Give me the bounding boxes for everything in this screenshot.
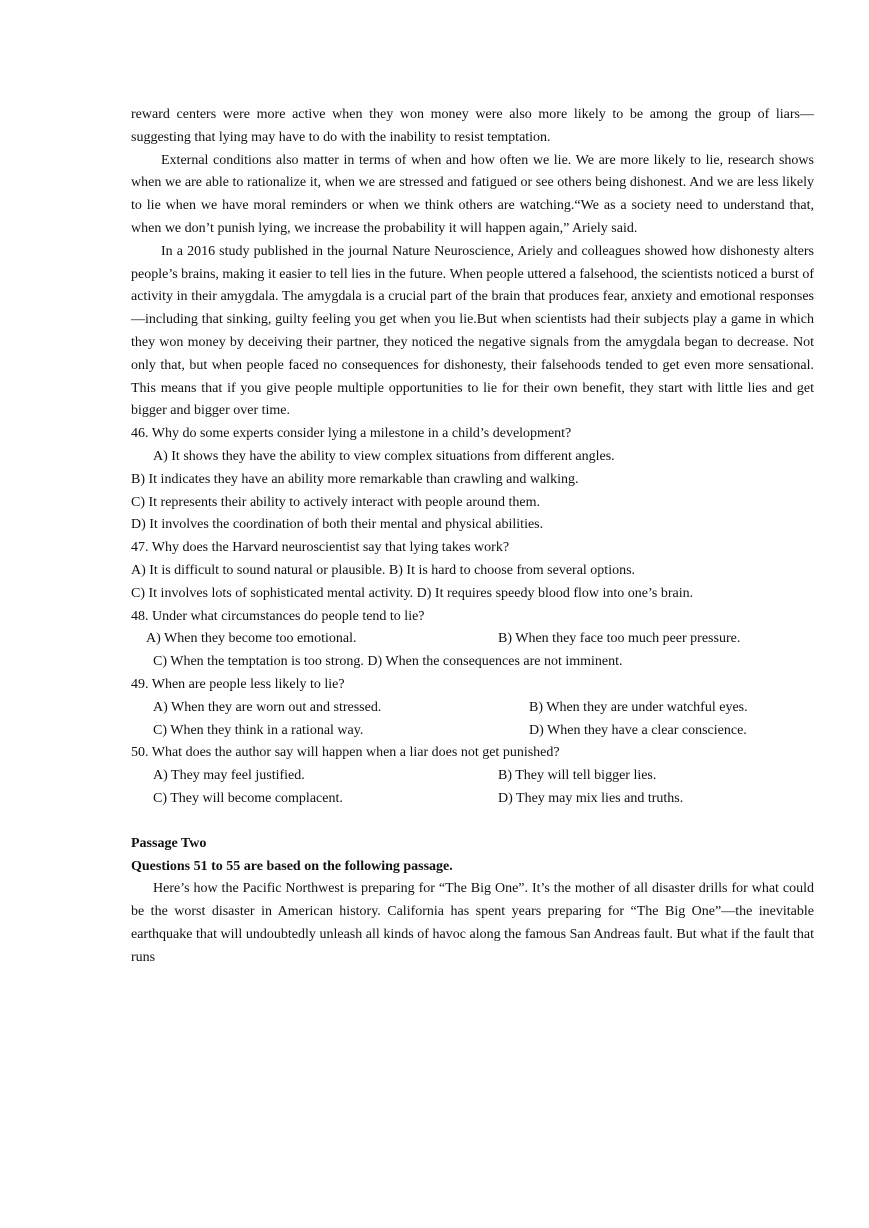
question-46-option-d: D) It involves the coordination of both their mental and physical abilities. [131, 517, 544, 533]
passage-two-heading: Passage Two [131, 835, 207, 851]
question-50-option-d: D) They may mix lies and truths. [498, 790, 684, 806]
question-46-stem: 46. Why do some experts consider lying a milestone in a child’s development? [131, 426, 572, 442]
passage-one-paragraph-2: External conditions also matter in terms of when and how often we lie. We are more likely to lie, research shows when we are able to rationalize it, when we are stressed and fatigued or see others being dishonest. And we are less likely to lie when we have moral reminders or when we think others are watching.“We as a society need to understand that, when we don’t punish lying, we increase the probability it will happen again,” Ariely said. [131, 152, 814, 236]
question-47-options-cd: C) It involves lots of sophisticated mental activity. D) It requires speedy blood flow into one’s brain. [131, 585, 694, 601]
question-49-option-d: D) When they have a clear conscience. [529, 722, 747, 738]
passage-two-instruction: Questions 51 to 55 are based on the following passage. [131, 858, 453, 874]
question-50-option-c: C) They will become complacent. [153, 790, 343, 806]
question-47-stem: 47. Why does the Harvard neuroscientist say that lying takes work? [131, 540, 510, 556]
question-47-options-ab: A) It is difficult to sound natural or plausible. B) It is hard to choose from several options. [131, 562, 636, 578]
question-49-option-b: B) When they are under watchful eyes. [529, 699, 748, 715]
question-50-options-ab-row [131, 765, 814, 788]
passage-one-paragraph-3: In a 2016 study published in the journal Nature Neuroscience, Ariely and colleagues showed how dishonesty alters people’s brains, making it easier to tell lies in the future. When people uttered a falsehood, the scientists noticed a burst of activity in their amygdala. The amygdala is a crucial part of the brain that produces fear, anxiety and emotional responses—including that sinking, guilty feeling you get when you lie.But when scientists had their subjects play a game in which they won money by deceiving their partner, they noticed the negative signals from the amygdala began to decrease. Not only that, but when people faced no consequences for dishonesty, their falsehoods tended to get even more sensational. This means that if you give people multiple opportunities to lie for their own benefit, they start with little lies and get bigger and bigger over time. [131, 243, 814, 419]
question-50-option-a: A) They may feel justified. [153, 768, 305, 784]
question-49-option-a: A) When they are worn out and stressed. [153, 699, 382, 715]
question-49-options-cd-row [131, 720, 814, 743]
document-page [131, 104, 814, 969]
question-50-stem: 50. What does the author say will happen when a liar does not get punished? [131, 745, 560, 761]
question-46-option-c: C) It represents their ability to actively interact with people around them. [131, 494, 540, 510]
question-48-option-b: B) When they face too much peer pressure. [498, 631, 741, 647]
question-49-stem: 49. When are people less likely to lie? [131, 676, 345, 692]
passage-one-paragraph-1: reward centers were more active when they won money were also more likely to be among the group of liars—suggesting that lying may have to do with the inability to resist temptation. [131, 107, 814, 145]
question-48-stem: 48. Under what circumstances do people tend to lie? [131, 608, 425, 624]
section-spacer [131, 811, 814, 833]
question-49-option-c: C) When they think in a rational way. [153, 722, 364, 738]
question-46-option-b: B) It indicates they have an ability more remarkable than crawling and walking. [131, 471, 579, 487]
question-50-option-b: B) They will tell bigger lies. [498, 768, 657, 784]
question-48-options-ab-row [131, 628, 814, 651]
question-46-option-a: A) It shows they have the ability to view complex situations from different angles. [153, 448, 615, 464]
passage-two-paragraph-1: Here’s how the Pacific Northwest is preparing for “The Big One”. It’s the mother of all disaster drills for what could be the worst disaster in American history. California has spent years preparing for “The Big One”—the inevitable earthquake that will undoubtedly unleash all kinds of havoc along the famous San Andreas fault. But what if the fault that runs [131, 881, 814, 965]
question-48-options-cd: C) When the temptation is too strong. D) When the consequences are not imminent. [153, 654, 623, 670]
question-48-option-a: A) When they become too emotional. [146, 631, 357, 647]
question-49-options-ab-row [131, 697, 814, 720]
question-50-options-cd-row [131, 788, 814, 811]
